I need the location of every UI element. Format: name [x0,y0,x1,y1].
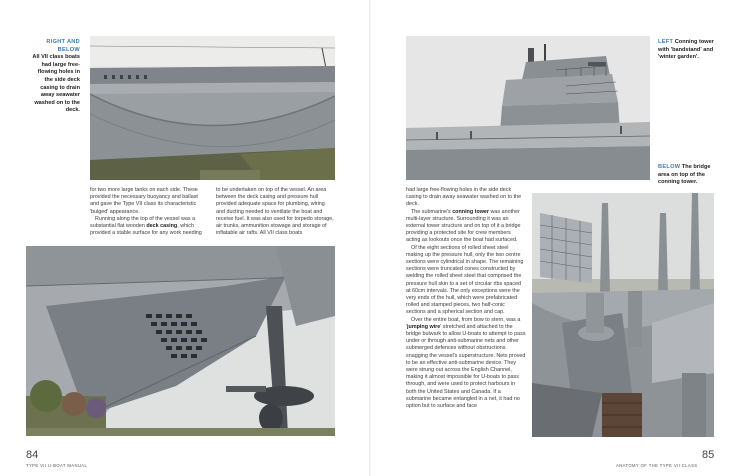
term-conning-tower: conning tower [452,208,490,215]
text-run: was another multi-layer structure. Surrounding it was an external tower structure and on top of it a bridge providing a protected site for crew members acting as lookouts once the boat had surfaced. [406,208,521,244]
text-run: Of the eight sections of rolled sheet steel making up the pressure hull, only the two centre sections were cylindrical in shape. The remaining sections were truncated cones constructed by welding the rolled sheet steel that comprised the pressure hull skin to a set of circular ribs spaced at 60cm intervals. The only exceptions were the very ends of the hull, which were prefabricated rolled and stamped pieces, two half-conic sections and a spherical section and cap. [406,244,524,316]
running-head-right: ANATOMY OF THE TYPE VII CLASS [616,463,698,468]
body-column-1 [90,187,208,237]
term-deck-casing: deck casing [146,223,178,230]
right-page [370,0,740,476]
text-run: The submarine's [411,208,453,215]
text-run: Over the entire boat, from bow to stern, was a ' [406,316,521,330]
caption-body: Conning tower with 'bandstand' and 'winter garden'. [658,39,714,61]
caption-left [658,39,714,62]
body-column [406,187,526,410]
text-run: ' stretched and attached to the bridge bulwark to allow U-boats to attempt to pass under or through anti-submarine nets and other submerged defences without obstructions snagging the vessel's superstructure. Nets proved to be an effective anti-submarine device. They were strung out across the English Channel, making it almost impossible for U-boats to pass through, and were used to protect harbours in both the United States and Canada. If a submarine became entangled in a net, it had no option but to surface and face [406,323,526,410]
paragraph [406,317,526,411]
paragraph [406,187,526,209]
caption-body: The bridge area on top of the conning tower. [658,164,711,186]
caption-body: All VII class boats had large free-flowing holes in the side deck casing to drain away seawater washed on to the deck. [32,54,80,114]
text-run: for two more large tanks on each side. These provided the necessary buoyancy and ballast and gave the Type VII class its characteristic 'bulged' appearance. [90,187,198,215]
caption-heading: LEFT [658,39,674,45]
folio-right: 85 [702,449,715,461]
photo-bridge-area [532,193,714,437]
photo-deck-casing-underside [26,246,335,436]
caption-heading: BELOW [658,164,681,170]
caption-below [658,164,714,187]
body-column-2 [216,187,334,237]
caption-heading: RIGHT AND BELOW [46,39,80,53]
paragraph [90,187,208,216]
caption-right-and-below [30,39,80,115]
paragraph: to be undertaken on top of the vessel. An area between the deck casing and pressure hull provided adequate space for plumbing, wiring and ducting needed to ventilate the boat and receive fuel. It was also used for torpedo storage, air trunks, ammunition stowage and storage of inflatable air rafts. All VII class boats [216,187,334,237]
folio-left: 84 [26,449,39,461]
text-run: , which provided a stable surface for any work needing [90,223,202,237]
term-jumping-wire: jumping wire [407,323,441,330]
photo-hull-side [90,36,335,180]
text-run: Running along the top of the vessel was a substantial flat wooden [90,215,196,230]
paragraph [90,216,208,238]
paragraph [406,209,526,245]
text-run: had large free-flowing holes in the side deck casing to drain away seawater washed on to the deck. [406,187,522,208]
photo-conning-tower [406,36,650,180]
running-head-left: TYPE VII U-BOAT MANUAL [26,463,88,468]
paragraph [406,245,526,317]
